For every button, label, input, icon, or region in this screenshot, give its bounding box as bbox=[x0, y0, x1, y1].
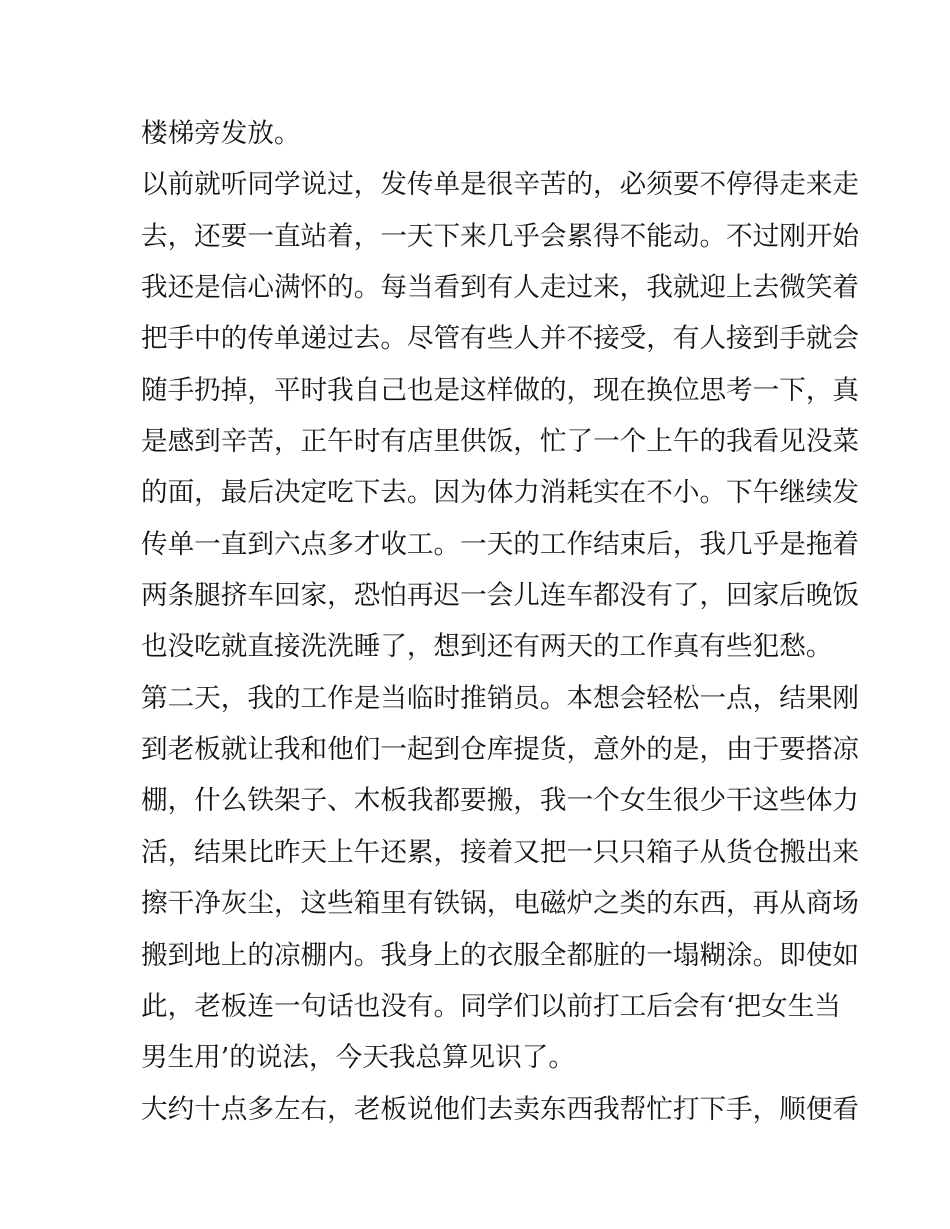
text-line: 搬到地上的凉棚内。我身上的衣服全都脏的一塌糊涂。即使如 bbox=[141, 939, 860, 971]
text-line: 到老板就让我和他们一起到仓库提货，意外的是，由于要搭凉 bbox=[141, 734, 860, 766]
text-line: 我还是信心满怀的。每当看到有人走过来，我就迎上去微笑着 bbox=[141, 272, 860, 304]
text-line: 擦干净灰尘，这些箱里有铁锅，电磁炉之类的东西，再从商场 bbox=[141, 888, 860, 920]
text-line: 大约十点多左右，老板说他们去卖东西我帮忙打下手，顺便看 bbox=[141, 1093, 860, 1125]
text-line: 棚，什么铁架子、木板我都要搬，我一个女生很少干这些体力 bbox=[141, 785, 860, 817]
text-line: 是感到辛苦，正午时有店里供饭，忙了一个上午的我看见没菜 bbox=[141, 426, 860, 458]
text-line: 此，老板连一句话也没有。同学们以前打工后会有‘把女生当 bbox=[141, 990, 841, 1022]
text-line: 把手中的传单递过去。尽管有些人并不接受，有人接到手就会 bbox=[141, 323, 860, 355]
text-line: 去，还要一直站着，一天下来几乎会累得不能动。不过刚开始 bbox=[141, 220, 860, 252]
text-line: 第二天，我的工作是当临时推销员。本想会轻松一点，结果刚 bbox=[141, 682, 860, 714]
text-line: 随手扔掉，平时我自己也是这样做的，现在换位思考一下，真 bbox=[141, 374, 860, 406]
text-line: 也没吃就直接洗洗睡了，想到还有两天的工作真有些犯愁。 bbox=[141, 631, 833, 663]
text-line: 的面，最后决定吃下去。因为体力消耗实在不小。下午继续发 bbox=[141, 477, 860, 509]
text-line: 两条腿挤车回家，恐怕再迟一会儿连车都没有了，回家后晚饭 bbox=[141, 580, 860, 612]
body-text bbox=[141, 108, 860, 1135]
text-line: 男生用’的说法，今天我总算见识了。 bbox=[141, 1042, 575, 1074]
text-line: 以前就听同学说过，发传单是很辛苦的，必须要不停得走来走 bbox=[141, 169, 860, 201]
text-line: 传单一直到六点多才收工。一天的工作结束后，我几乎是拖着 bbox=[141, 528, 860, 560]
text-line: 活，结果比昨天上午还累，接着又把一只只箱子从货仓搬出来 bbox=[141, 836, 860, 868]
text-line: 楼梯旁发放。 bbox=[141, 118, 301, 149]
